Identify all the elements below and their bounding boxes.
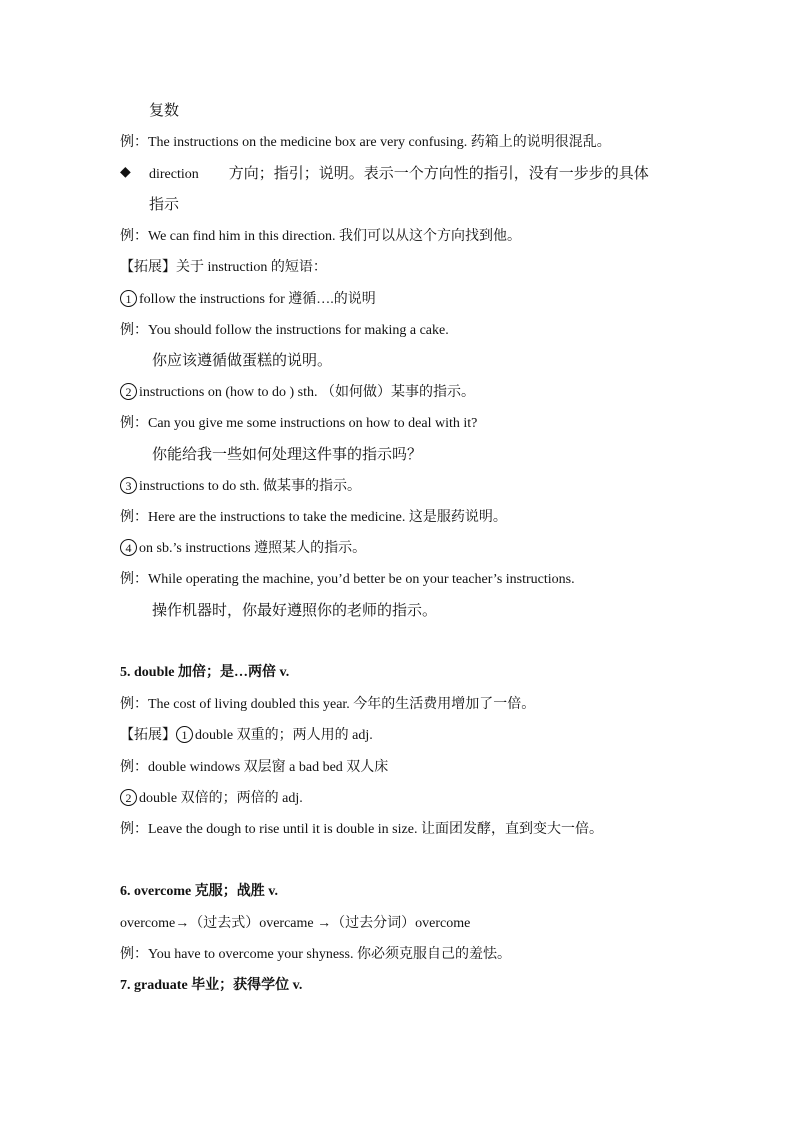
phrase-text: instructions to do sth. 做某事的指示。: [139, 479, 362, 494]
term-line: [149, 164, 649, 184]
phrase-text: on sb.’s instructions 遵照某人的指示。: [139, 541, 367, 556]
text-line: 指示: [149, 197, 180, 213]
example-line: 例：Here are the instructions to take the medicine. 这是服药说明。: [120, 510, 507, 525]
extension-label: 【拓展】: [120, 728, 176, 743]
translation-line: 操作机器时，你最好遵照你的老师的指示。: [152, 603, 438, 619]
phrase-text: double 双倍的；两倍的 adj.: [139, 791, 303, 806]
example-line: 例：Can you give me some instructions on how to deal with it?: [120, 416, 478, 431]
term-definition: 方向；指引；说明。表示一个方向性的指引，没有一步步的具体: [228, 166, 649, 182]
phrase-line: [120, 477, 361, 497]
phrase-line: [120, 539, 366, 559]
section-heading: 7. graduate 毕业；获得学位 v.: [120, 978, 303, 993]
example-line: 例：While operating the machine, you’d better be on your teacher’s instructions.: [120, 572, 575, 587]
example-line: 例：You should follow the instructions for making a cake.: [120, 323, 449, 338]
example-line: 例：You have to overcome your shyness. 你必须克服自己的羞怯。: [120, 947, 511, 962]
circled-number: 2: [120, 383, 137, 400]
example-line: 例：double windows 双层窗 a bad bed 双人床: [120, 760, 389, 775]
phrase-line: [120, 383, 475, 403]
phrase-line: [120, 789, 303, 809]
phrase-line: [120, 290, 376, 310]
circled-number: 1: [120, 290, 137, 307]
term-word: direction: [149, 167, 199, 182]
translation-line: 你应该遵循做蛋糕的说明。: [152, 353, 333, 369]
circled-number: 4: [120, 539, 137, 556]
section-heading: 6. overcome 克服；战胜 v.: [120, 884, 278, 899]
circled-number: 1: [176, 726, 193, 743]
diamond-bullet-icon: ◆: [120, 165, 131, 180]
example-line: 例：The cost of living doubled this year. 今年的生活费用增加了一倍。: [120, 697, 536, 712]
section-heading: 5. double 加倍；是…两倍 v.: [120, 665, 290, 680]
extension-heading: 【拓展】关于 instruction 的短语：: [120, 260, 327, 275]
translation-line: 你能给我一些如何处理这件事的指示吗？: [152, 447, 423, 463]
example-line: 例：The instructions on the medicine box are very confusing. 药箱上的说明很混乱。: [120, 135, 611, 150]
example-line: 例：Leave the dough to rise until it is double in size. 让面团发酵，直到变大一倍。: [120, 822, 603, 837]
circled-number: 3: [120, 477, 137, 494]
phrase-text: double 双重的；两人用的 adj.: [195, 728, 373, 743]
circled-number: 2: [120, 789, 137, 806]
example-line: 例：We can find him in this direction. 我们可以从这个方向找到他。: [120, 229, 521, 244]
text-line: 复数: [149, 103, 180, 119]
extension-line: [120, 726, 373, 746]
phrase-text: follow the instructions for 遵循….的说明: [139, 292, 376, 307]
phrase-text: instructions on (how to do ) sth. （如何做）某事的指示。: [139, 385, 475, 400]
text-line: overcome→（过去式）overcame →（过去分词）overcome: [120, 916, 471, 931]
